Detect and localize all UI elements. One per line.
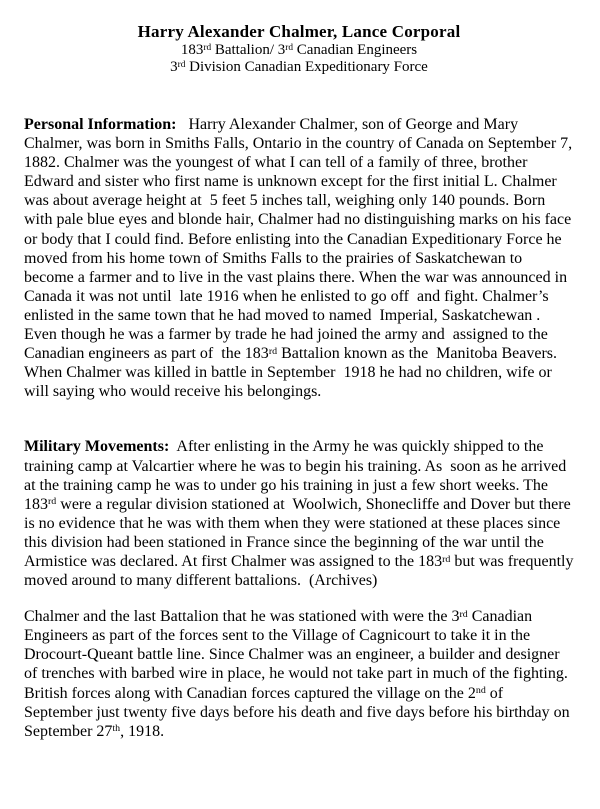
text-run: rd: [48, 496, 57, 508]
document-body: [24, 115, 581, 741]
text-run: Military Movements:: [24, 438, 170, 456]
text-run: rd: [268, 345, 278, 357]
text-run: Chalmer and the last Battalion that he was stationed with were the 3: [24, 608, 460, 626]
text-run: , 1918.: [120, 722, 165, 740]
text-run: Harry Alexander Chalmer, son of George and Mary Chalmer, was born in Smiths Falls, Ontario in the country of Canada on September 7, 1882. Chalmer was the youngest of what I can tell of a family of three, brother Edward and sister who first name is unknown except for the first initial L. Chalmer was about average height at 5 feet 5 inches tall, weighing only 140 pounds. Born with pale blue eyes and blonde hair, Chalmer had no distinguishing marks on his face or body that I could find. Before enlisting into the Canadian Expeditionary Force he moved from his home town of Smiths Falls to the prairies of Saskatchewan to become a farmer and to live in the vast plains there. When the war was announced in Canada it was not until late 1916 when he enlisted to go off and fight. Chalmer’s enlisted in the same town that he had moved to named Imperial, Saskatchewan . Even though he was a farmer by trade he had joined the army and assigned to the Canadian engineers as part of the 183: [24, 116, 581, 363]
text-run: After enlisting in the Army he was quickly shipped to the training camp at Valcartier where he was to begin his training. As soon as he arrived at the training camp he was to under go his training in just a few short weeks. The 183: [24, 438, 571, 513]
text-run: rd: [285, 42, 294, 53]
text-run: Personal Information:: [24, 116, 177, 133]
text-run: Canadian Engineers: [293, 42, 418, 58]
text-run: Battalion known as the Manitoba Beavers. When Chalmer was killed in battle in September 1918 he had no children, wife or will saying who would receive his belongings.: [24, 345, 561, 401]
document-subtitle-battalion: [24, 42, 574, 59]
text-run: 183: [180, 42, 204, 58]
text-run: 3: [170, 59, 178, 75]
text-run: rd: [177, 59, 186, 70]
paragraph-personal-information: [24, 115, 581, 401]
paragraph-final-battalion: [24, 607, 574, 741]
text-run: but was frequently moved around to many different battalions. (Archives): [24, 552, 578, 590]
text-run: of September just twenty five days before his death and five days before his birthday on September 27: [24, 684, 574, 740]
text-run: Canadian Engineers as part of the forces sent to the Village of Cagnicourt to take it in the Drocourt-Queant battle line. Since Chalmer was an engineer, a builder and designer of trenches with barbed wire in place, he would not take part in much of the fighting. British forces along with Canadian forces captured the village on the 2: [24, 608, 572, 702]
text-run: rd: [459, 608, 468, 620]
text-run: rd: [203, 42, 212, 53]
text-run: th: [112, 723, 121, 735]
text-run: nd: [475, 685, 486, 697]
text-run: were a regular division stationed at Woolwich, Shonecliffe and Dover but there is no evidence that he was with them when they were stationed at these places since this division had been stationed in France since the beginning of the war until the Armistice was declared. At first Chalmer was assigned to the 183: [24, 495, 575, 570]
document-header: [24, 22, 574, 76]
paragraph-military-movements: [24, 437, 578, 590]
document-title: Harry Alexander Chalmer, Lance Corporal: [137, 22, 461, 41]
text-run: Division Canadian Expeditionary Force: [185, 59, 428, 75]
text-run: Battalion/ 3: [211, 42, 286, 58]
document-subtitle-division: [24, 59, 574, 76]
text-run: rd: [442, 553, 451, 565]
